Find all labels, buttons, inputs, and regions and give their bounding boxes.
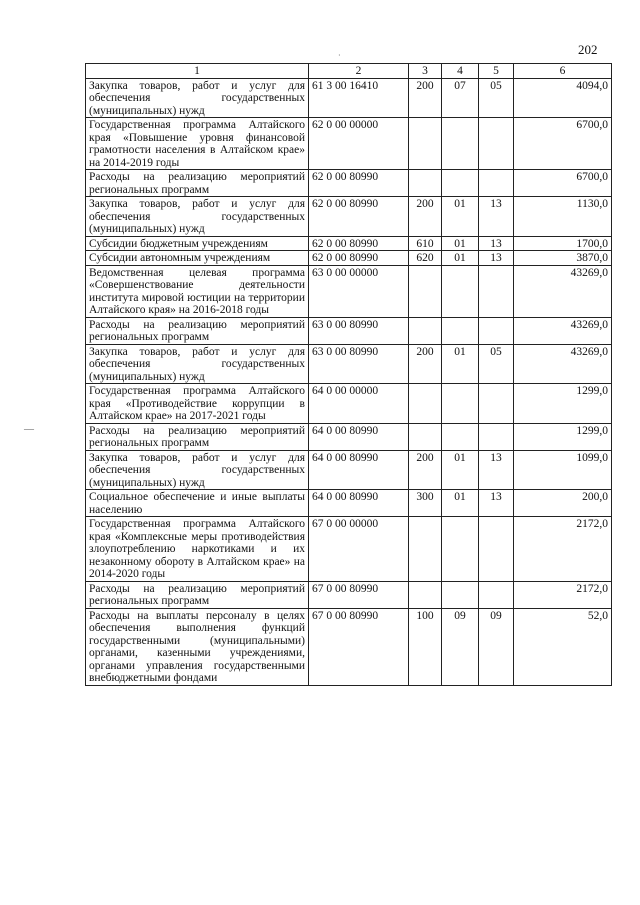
cell-amount: 1299,0 <box>514 423 612 450</box>
table-row <box>86 118 612 170</box>
margin-mark: — <box>24 424 34 435</box>
cell-expense-type: 100 <box>409 608 442 685</box>
cell-expense-type <box>409 581 442 608</box>
table-row <box>86 265 612 317</box>
cell-expense-type <box>409 170 442 197</box>
cell-expense-type <box>409 517 442 582</box>
cell-item-name: Расходы на реализацию мероприятий региональных программ <box>86 317 309 344</box>
cell-amount: 6700,0 <box>514 170 612 197</box>
cell-section: 01 <box>442 450 479 490</box>
cell-target-code: 63 0 00 80990 <box>309 344 409 384</box>
cell-item-name: Расходы на реализацию мероприятий региональных программ <box>86 423 309 450</box>
cell-section <box>442 170 479 197</box>
cell-item-name: Социальное обеспечение и иные выплаты населению <box>86 490 309 517</box>
cell-amount: 200,0 <box>514 490 612 517</box>
cell-expense-type <box>409 423 442 450</box>
cell-item-name: Государственная программа Алтайского края «Комплексные меры противодействия злоупотреблению наркотиками и их незаконному обороту в Алтайском крае» на 2014-2020 годы <box>86 517 309 582</box>
cell-target-code: 61 3 00 16410 <box>309 78 409 118</box>
cell-expense-type: 200 <box>409 197 442 237</box>
cell-subsection: 05 <box>479 344 514 384</box>
table-row <box>86 78 612 118</box>
cell-section: 01 <box>442 197 479 237</box>
cell-item-name: Субсидии бюджетным учреждениям <box>86 236 309 251</box>
table-row <box>86 490 612 517</box>
cell-expense-type: 200 <box>409 344 442 384</box>
table-row <box>86 608 612 685</box>
budget-table <box>85 63 612 686</box>
cell-section <box>442 317 479 344</box>
table-row <box>86 450 612 490</box>
cell-subsection: 13 <box>479 490 514 517</box>
table-row <box>86 317 612 344</box>
cell-item-name: Государственная программа Алтайского края «Повышение уровня финансовой грамотности населения в Алтайском крае» на 2014-2019 годы <box>86 118 309 170</box>
cell-section: 01 <box>442 236 479 251</box>
cell-amount: 43269,0 <box>514 265 612 317</box>
cell-expense-type: 200 <box>409 450 442 490</box>
cell-section <box>442 581 479 608</box>
cell-item-name: Расходы на реализацию мероприятий региональных программ <box>86 581 309 608</box>
cell-expense-type <box>409 118 442 170</box>
table-row <box>86 251 612 266</box>
table-row <box>86 236 612 251</box>
cell-amount: 1299,0 <box>514 384 612 424</box>
cell-subsection: 13 <box>479 236 514 251</box>
cell-amount: 1130,0 <box>514 197 612 237</box>
header-cell: 1 <box>86 64 309 79</box>
cell-target-code: 67 0 00 80990 <box>309 581 409 608</box>
cell-expense-type: 620 <box>409 251 442 266</box>
header-cell: 4 <box>442 64 479 79</box>
table-row <box>86 384 612 424</box>
cell-section: 01 <box>442 490 479 517</box>
cell-expense-type: 610 <box>409 236 442 251</box>
cell-amount: 43269,0 <box>514 344 612 384</box>
cell-expense-type <box>409 317 442 344</box>
cell-subsection <box>479 265 514 317</box>
cell-section: 01 <box>442 251 479 266</box>
cell-amount: 43269,0 <box>514 317 612 344</box>
cell-target-code: 62 0 00 00000 <box>309 118 409 170</box>
page-number: 202 <box>578 42 598 57</box>
header-cell: 2 <box>309 64 409 79</box>
cell-amount: 1099,0 <box>514 450 612 490</box>
cell-section: 01 <box>442 344 479 384</box>
cell-section <box>442 118 479 170</box>
cell-subsection: 13 <box>479 450 514 490</box>
cell-subsection <box>479 581 514 608</box>
table-header-row <box>86 64 612 79</box>
cell-item-name: Ведомственная целевая программа «Совершенствование деятельности института мировой юстиции на территории Алтайского края» на 2016-2018 годы <box>86 265 309 317</box>
cell-subsection <box>479 423 514 450</box>
cell-target-code: 62 0 00 80990 <box>309 251 409 266</box>
cell-target-code: 64 0 00 80990 <box>309 490 409 517</box>
cell-target-code: 64 0 00 80990 <box>309 423 409 450</box>
cell-amount: 2172,0 <box>514 517 612 582</box>
cell-target-code: 62 0 00 80990 <box>309 236 409 251</box>
cell-expense-type <box>409 265 442 317</box>
cell-expense-type <box>409 384 442 424</box>
cell-subsection <box>479 317 514 344</box>
table-row <box>86 581 612 608</box>
cell-subsection: 13 <box>479 251 514 266</box>
cell-item-name: Закупка товаров, работ и услуг для обеспечения государственных (муниципальных) нужд <box>86 450 309 490</box>
cell-item-name: Расходы на реализацию мероприятий региональных программ <box>86 170 309 197</box>
cell-target-code: 64 0 00 00000 <box>309 384 409 424</box>
cell-subsection: 05 <box>479 78 514 118</box>
cell-amount: 52,0 <box>514 608 612 685</box>
cell-subsection: 13 <box>479 197 514 237</box>
cell-item-name: Расходы на выплаты персоналу в целях обеспечения выполнения функций государственными (муниципальными) органами, казенными учреждениями, органами управления государственными внебюджетными фондами <box>86 608 309 685</box>
table-row <box>86 517 612 582</box>
cell-amount: 6700,0 <box>514 118 612 170</box>
header-cell: 5 <box>479 64 514 79</box>
cell-target-code: 63 0 00 00000 <box>309 265 409 317</box>
cell-target-code: 64 0 00 80990 <box>309 450 409 490</box>
cell-amount: 3870,0 <box>514 251 612 266</box>
cell-subsection <box>479 384 514 424</box>
cell-subsection: 09 <box>479 608 514 685</box>
cell-subsection <box>479 517 514 582</box>
header-cell: 3 <box>409 64 442 79</box>
cell-section <box>442 265 479 317</box>
cell-subsection <box>479 118 514 170</box>
cell-section: 07 <box>442 78 479 118</box>
top-dot-mark: · <box>338 51 341 60</box>
cell-amount: 1700,0 <box>514 236 612 251</box>
table-row <box>86 197 612 237</box>
cell-target-code: 63 0 00 80990 <box>309 317 409 344</box>
cell-amount: 4094,0 <box>514 78 612 118</box>
cell-item-name: Субсидии автономным учреждениям <box>86 251 309 266</box>
cell-section <box>442 517 479 582</box>
cell-item-name: Закупка товаров, работ и услуг для обеспечения государственных (муниципальных) нужд <box>86 197 309 237</box>
cell-target-code: 62 0 00 80990 <box>309 170 409 197</box>
cell-target-code: 62 0 00 80990 <box>309 197 409 237</box>
cell-target-code: 67 0 00 80990 <box>309 608 409 685</box>
cell-expense-type: 300 <box>409 490 442 517</box>
header-cell: 6 <box>514 64 612 79</box>
cell-section <box>442 423 479 450</box>
cell-target-code: 67 0 00 00000 <box>309 517 409 582</box>
cell-section: 09 <box>442 608 479 685</box>
cell-subsection <box>479 170 514 197</box>
cell-item-name: Государственная программа Алтайского края «Противодействие коррупции в Алтайском крае» на 2017-2021 годы <box>86 384 309 424</box>
cell-item-name: Закупка товаров, работ и услуг для обеспечения государственных (муниципальных) нужд <box>86 78 309 118</box>
cell-expense-type: 200 <box>409 78 442 118</box>
table-row <box>86 423 612 450</box>
cell-item-name: Закупка товаров, работ и услуг для обеспечения государственных (муниципальных) нужд <box>86 344 309 384</box>
cell-section <box>442 384 479 424</box>
cell-amount: 2172,0 <box>514 581 612 608</box>
table-row <box>86 170 612 197</box>
table-row <box>86 344 612 384</box>
